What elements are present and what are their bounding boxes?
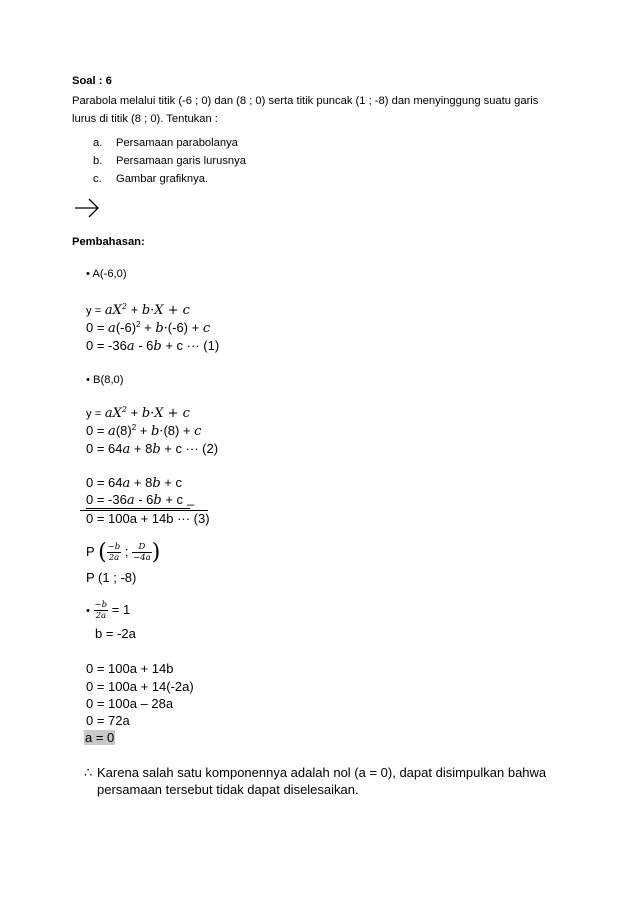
underline-elim-line-2 — [86, 508, 190, 509]
point-a-eq-1: $y = aX^2 + b\cdot X + c$ — [86, 302, 190, 318]
fraction-d-over-neg-4a: $\frac{D}{-4a}$ — [133, 542, 151, 563]
soal-item-c-marker: c. — [93, 173, 102, 185]
solve-line-4: 0 = 72a — [86, 713, 130, 728]
point-a-label — [86, 268, 127, 280]
soal-item-b-text: Persamaan garis lurusnya — [116, 155, 246, 167]
bullet: • — [86, 268, 90, 280]
vertex-formula: P ( $\frac{-b}{2a}$ ; $\frac{D}{-4a}$ ) — [86, 540, 161, 565]
sub-line-2: b = -2a — [95, 626, 136, 641]
point-a-eq-2: $0 = a(-6)^2 + b\cdot(-6) + c$ — [86, 320, 211, 336]
soal-line-1: Parabola melalui titik (-6 ; 0) dan (8 ; 0) serta titik puncak (1 ; -8) dan menyinggung suatu garis — [72, 95, 539, 107]
solve-line-3: 0 = 100a – 28a — [86, 696, 174, 711]
fraction-neg-b-over-2a: $\frac{-b}{2a}$ — [107, 542, 121, 563]
soal-item-a-marker: a. — [93, 137, 103, 149]
right-paren: ) — [151, 540, 161, 565]
bullet: • — [86, 604, 90, 617]
therefore-symbol: ∴ — [84, 765, 93, 780]
solve-line-2: 0 = 100a + 14(-2a) — [86, 679, 194, 694]
soal-title: Soal : 6 — [72, 75, 112, 87]
point-a-text: A(-6,0) — [92, 268, 127, 280]
soal-item-b-marker: b. — [93, 155, 103, 167]
pembahasan-heading: Pembahasan: — [72, 236, 145, 248]
result-highlight — [84, 730, 115, 745]
result-text: a = 0 — [85, 730, 115, 745]
vertex-point: P (1 ; -8) — [86, 570, 137, 585]
left-paren: ( — [98, 540, 107, 565]
point-b-eq-3: 0 = 64a + 8b + c ··· (2) — [86, 441, 219, 457]
elim-line-1: 0 = 64a + 8b + c — [86, 475, 182, 491]
soal-item-a-text: Persamaan parabolanya — [116, 137, 238, 149]
elim-line-2: 0 = -36a - 6b + c — [86, 492, 184, 508]
right-arrow-icon — [72, 195, 102, 226]
minus-sign: _ — [187, 491, 195, 506]
point-a-eq-3: 0 = -36a - 6b + c ··· (1) — [86, 338, 220, 354]
point-b-text: B(8,0) — [93, 374, 124, 386]
point-b-eq-1: $y = aX^2 + b\cdot X + c$ — [86, 405, 190, 421]
soal-item-c-text: Gambar grafiknya. — [116, 173, 209, 185]
conclusion-line-1: Karena salah satu komponennya adalah nol (a = 0), dapat disimpulkan bahwa — [97, 765, 547, 780]
point-b-label — [86, 374, 124, 386]
point-b-eq-2: $0 = a(8)^2 + b\cdot(8) + c$ — [86, 423, 202, 439]
fraction-neg-b-over-2a: $\frac{-b}{2a}$ — [94, 600, 108, 621]
bullet: • — [86, 374, 90, 386]
elim-line-3: 0 = 100a + 14b ··· (3) — [86, 511, 210, 526]
solve-line-1: 0 = 100a + 14b — [86, 661, 174, 676]
soal-line-2: lurus di titik (8 ; 0). Tentukan : — [72, 113, 218, 125]
conclusion-line-2: persamaan tersebut tidak dapat diselesaikan. — [97, 782, 359, 797]
sub-line-1: • $\frac{-b}{2a}$ = 1 — [86, 600, 131, 621]
